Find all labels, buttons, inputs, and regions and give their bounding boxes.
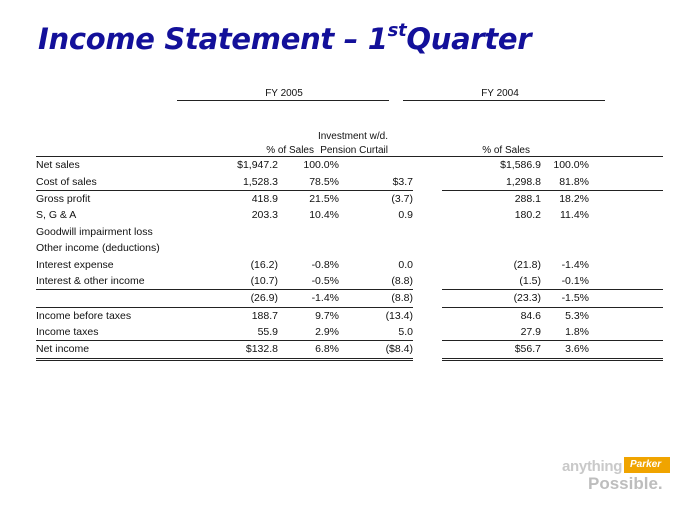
fy2005-value: 203.3: [251, 209, 278, 222]
header-investment-line1: Investment w/d.: [317, 131, 388, 142]
fy2005-value: 418.9: [251, 192, 278, 205]
investment-value: $3.7: [339, 173, 413, 190]
fy2005-value: (16.2): [250, 258, 278, 271]
fy2004-pct: [541, 240, 589, 256]
fy2005-value: (10.7): [170, 273, 278, 290]
fy2004-pct: [541, 224, 589, 240]
page-title: [38, 22, 531, 56]
group-header-fy2005: FY 2005: [265, 88, 303, 99]
table-row: [36, 256, 663, 272]
fy2005-pct: 2.9%: [278, 324, 339, 341]
table-row: [36, 290, 663, 307]
title-rest: Quarter: [406, 22, 532, 56]
income-statement-table: [36, 156, 663, 361]
investment-value: [339, 224, 413, 240]
fy2005-value: 188.7: [251, 309, 278, 322]
investment-value: (8.8): [339, 273, 413, 290]
investment-value: ($8.4): [339, 341, 413, 359]
row-label: Gross profit: [36, 192, 91, 205]
logo-badge: [624, 457, 670, 473]
investment-value: 0.9: [398, 209, 413, 222]
table-row: [36, 157, 663, 174]
parker-logo: [562, 456, 672, 500]
table-row: [36, 207, 663, 223]
table-row: [36, 190, 663, 207]
investment-value: 5.0: [339, 324, 413, 341]
fy2004-value: 288.1: [514, 192, 541, 205]
investment-value: (8.8): [339, 290, 413, 307]
group-rule-fy2005: [177, 100, 389, 101]
fy2005-value: 55.9: [170, 324, 278, 341]
fy2004-value: [442, 224, 541, 240]
header-pct-sales-2004: % of Sales: [482, 145, 530, 156]
fy2005-pct: 10.4%: [309, 209, 339, 222]
header-pct-sales-2005: % of Sales: [266, 145, 314, 156]
fy2004-pct: 1.8%: [541, 324, 589, 341]
row-label: Cost of sales: [36, 173, 170, 190]
investment-value: [339, 157, 413, 174]
row-label: S, G & A: [36, 209, 77, 222]
investment-value: (3.7): [391, 192, 413, 205]
fy2004-pct: 100.0%: [541, 157, 589, 174]
table-row: [36, 240, 663, 256]
group-header-fy2004: FY 2004: [481, 88, 519, 99]
row-label: Income before taxes: [36, 309, 132, 322]
fy2005-value: [170, 224, 278, 240]
row-label: Net sales: [36, 157, 170, 174]
fy2005-pct: -0.5%: [278, 273, 339, 290]
logo-anything-text: anything: [562, 458, 623, 475]
fy2005-pct: 21.5%: [309, 192, 339, 205]
fy2005-value: [170, 240, 278, 256]
row-label: Other income (deductions): [36, 242, 160, 255]
row-label: Net income: [36, 341, 170, 359]
row-label: Interest & other income: [36, 273, 170, 290]
fy2005-value: 1,528.3: [170, 173, 278, 190]
fy2005-pct: 9.7%: [315, 309, 339, 322]
fy2005-value: $132.8: [170, 341, 278, 359]
table-row: [36, 324, 663, 341]
fy2005-pct: 78.5%: [278, 173, 339, 190]
investment-value: 0.0: [398, 258, 413, 271]
fy2004-pct: 5.3%: [565, 309, 589, 322]
investment-value: [339, 240, 413, 256]
fy2005-value: (26.9): [170, 290, 278, 307]
fy2004-pct: -1.5%: [541, 290, 589, 307]
fy2005-value: $1,947.2: [170, 157, 278, 174]
fy2004-pct: 11.4%: [560, 209, 589, 222]
fy2005-pct: -1.4%: [278, 290, 339, 307]
fy2004-value: (23.3): [442, 290, 541, 307]
table-row: [36, 341, 663, 359]
fy2004-value: 1,298.8: [442, 173, 541, 190]
table-row: [36, 173, 663, 190]
fy2004-pct: 18.2%: [559, 192, 589, 205]
investment-value: (13.4): [385, 309, 413, 322]
row-label: Income taxes: [36, 324, 170, 341]
fy2004-value: 27.9: [442, 324, 541, 341]
fy2005-pct: [278, 240, 339, 256]
fy2004-pct: 81.8%: [541, 173, 589, 190]
fy2004-value: (21.8): [513, 258, 541, 271]
fy2004-pct: -0.1%: [541, 273, 589, 290]
fy2004-value: [442, 240, 541, 256]
logo-possible-text: Possible.: [588, 474, 663, 493]
row-label: [36, 290, 170, 307]
row-label: Goodwill impairment loss: [36, 225, 153, 238]
fy2005-pct: [278, 224, 339, 240]
table-row: [36, 224, 663, 240]
table-row: [36, 307, 663, 324]
group-rule-fy2004: [403, 100, 605, 101]
row-label: Interest expense: [36, 258, 114, 271]
fy2004-value: $56.7: [442, 341, 541, 359]
fy2005-pct: -0.8%: [311, 258, 339, 271]
fy2005-pct: 6.8%: [278, 341, 339, 359]
title-superscript: st: [387, 20, 407, 42]
header-investment-line2: Pension Curtail: [320, 145, 388, 156]
fy2004-value: 180.2: [514, 209, 541, 222]
logo-brand-text: Parker: [630, 459, 662, 470]
title-main: Income Statement – 1: [38, 22, 388, 56]
fy2004-pct: 3.6%: [541, 341, 589, 359]
fy2004-pct: -1.4%: [561, 258, 589, 271]
table-row: [36, 273, 663, 290]
fy2005-pct: 100.0%: [278, 157, 339, 174]
fy2004-value: 84.6: [520, 309, 541, 322]
fy2004-value: (1.5): [442, 273, 541, 290]
fy2004-value: $1,586.9: [442, 157, 541, 174]
